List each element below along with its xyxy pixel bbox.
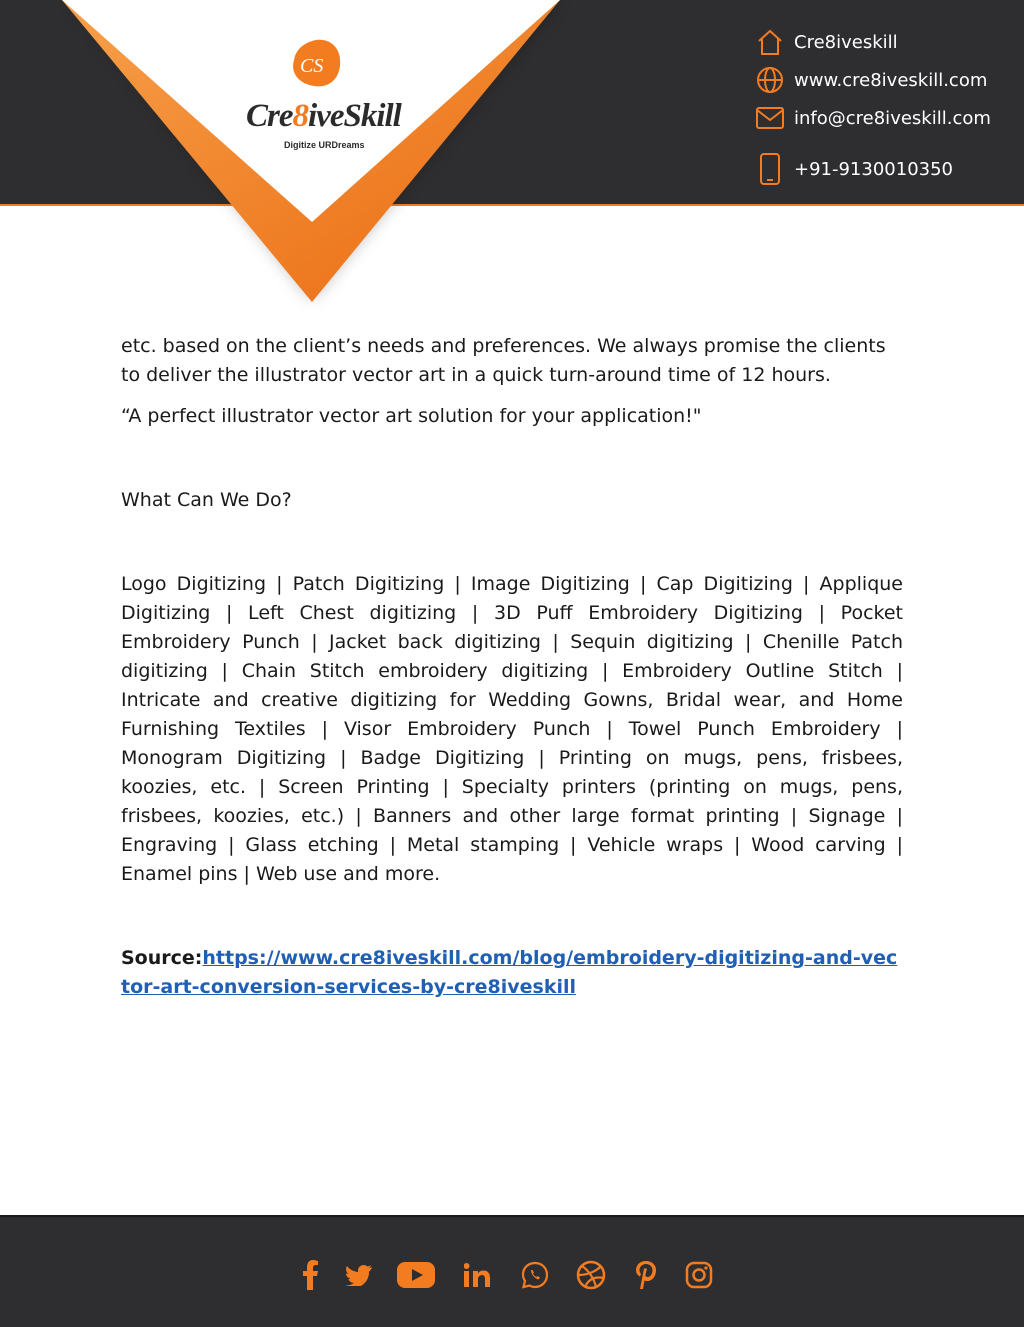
brand-logo[interactable] xyxy=(236,36,401,156)
home-icon xyxy=(754,26,786,58)
services-paragraph: Logo Digitizing | Patch Digitizing | Image Digitizing | Cap Digitizing | Applique Digitizing | Left Chest digitizing | 3D Puff Embroidery Digitizing | Pocket Embroidery Punch | Jacket back digitizing | Sequin digitizing | Chenille Patch digitizing | Chain Stitch embroidery digitizing | Embroidery Outline Stitch | Intricate and creative digitizing for Wedding Gowns, Bridal wear, and Home Furnishing Textiles | Visor Embroidery Punch | Towel Punch Embroidery | Monogram Digitizing | Badge Digitizing | Printing on mugs, pens, frisbees, koozies, etc. | Screen Printing | Specialty printers (printing on mugs, pens, frisbees, koozies, etc.) | Banners and other large format printing | Signage | Engraving | Glass etching | Metal stamping | Vehicle wraps | Wood carving | Enamel pins | Web use and more. xyxy=(121,573,903,885)
instagram-icon[interactable] xyxy=(685,1261,713,1289)
whatsapp-icon[interactable] xyxy=(520,1261,550,1289)
source-line xyxy=(121,944,903,1002)
source-link[interactable]: https://www.cre8iveskill.com/blog/embroidery-digitizing-and-vector-art-conversion-services-by-cre8iveskill xyxy=(121,947,898,998)
brand-tagline: Digitize URDreams xyxy=(284,140,365,150)
mail-icon xyxy=(754,102,786,134)
contact-phone[interactable] xyxy=(754,153,953,185)
contact-email[interactable] xyxy=(754,102,991,134)
twitter-icon[interactable] xyxy=(346,1264,372,1286)
source-label: Source: xyxy=(121,947,203,969)
svg-text:CS: CS xyxy=(300,55,324,77)
social-links xyxy=(296,1255,713,1295)
section-heading: What Can We Do? xyxy=(121,489,292,511)
contact-name-text: Cre8iveskill xyxy=(794,31,898,53)
contact-website[interactable] xyxy=(754,64,987,96)
linkedin-icon[interactable] xyxy=(464,1263,490,1287)
facebook-icon[interactable] xyxy=(296,1260,326,1290)
pinterest-icon[interactable] xyxy=(634,1260,658,1290)
brand-wordmark: Cre8iveSkill xyxy=(246,98,401,134)
quote-paragraph: “A perfect illustrator vector art solution for your application!" xyxy=(121,405,702,427)
globe-icon xyxy=(754,64,786,96)
contact-phone-text[interactable]: +91-9130010350 xyxy=(794,158,954,180)
contact-website-text[interactable]: www.cre8iveskill.com xyxy=(794,69,988,91)
youtube-icon[interactable] xyxy=(396,1262,436,1288)
contact-email-text[interactable]: info@cre8iveskill.com xyxy=(794,107,991,129)
document-body xyxy=(121,332,903,1002)
contact-name xyxy=(754,26,898,58)
phone-icon xyxy=(754,153,786,185)
dribbble-icon[interactable] xyxy=(576,1260,606,1290)
intro-paragraph: etc. based on the client’s needs and preferences. We always promise the clients to deliver the illustrator vector art in a quick turn-around time of 12 hours. xyxy=(121,335,886,386)
logo-mark-icon xyxy=(286,36,346,96)
